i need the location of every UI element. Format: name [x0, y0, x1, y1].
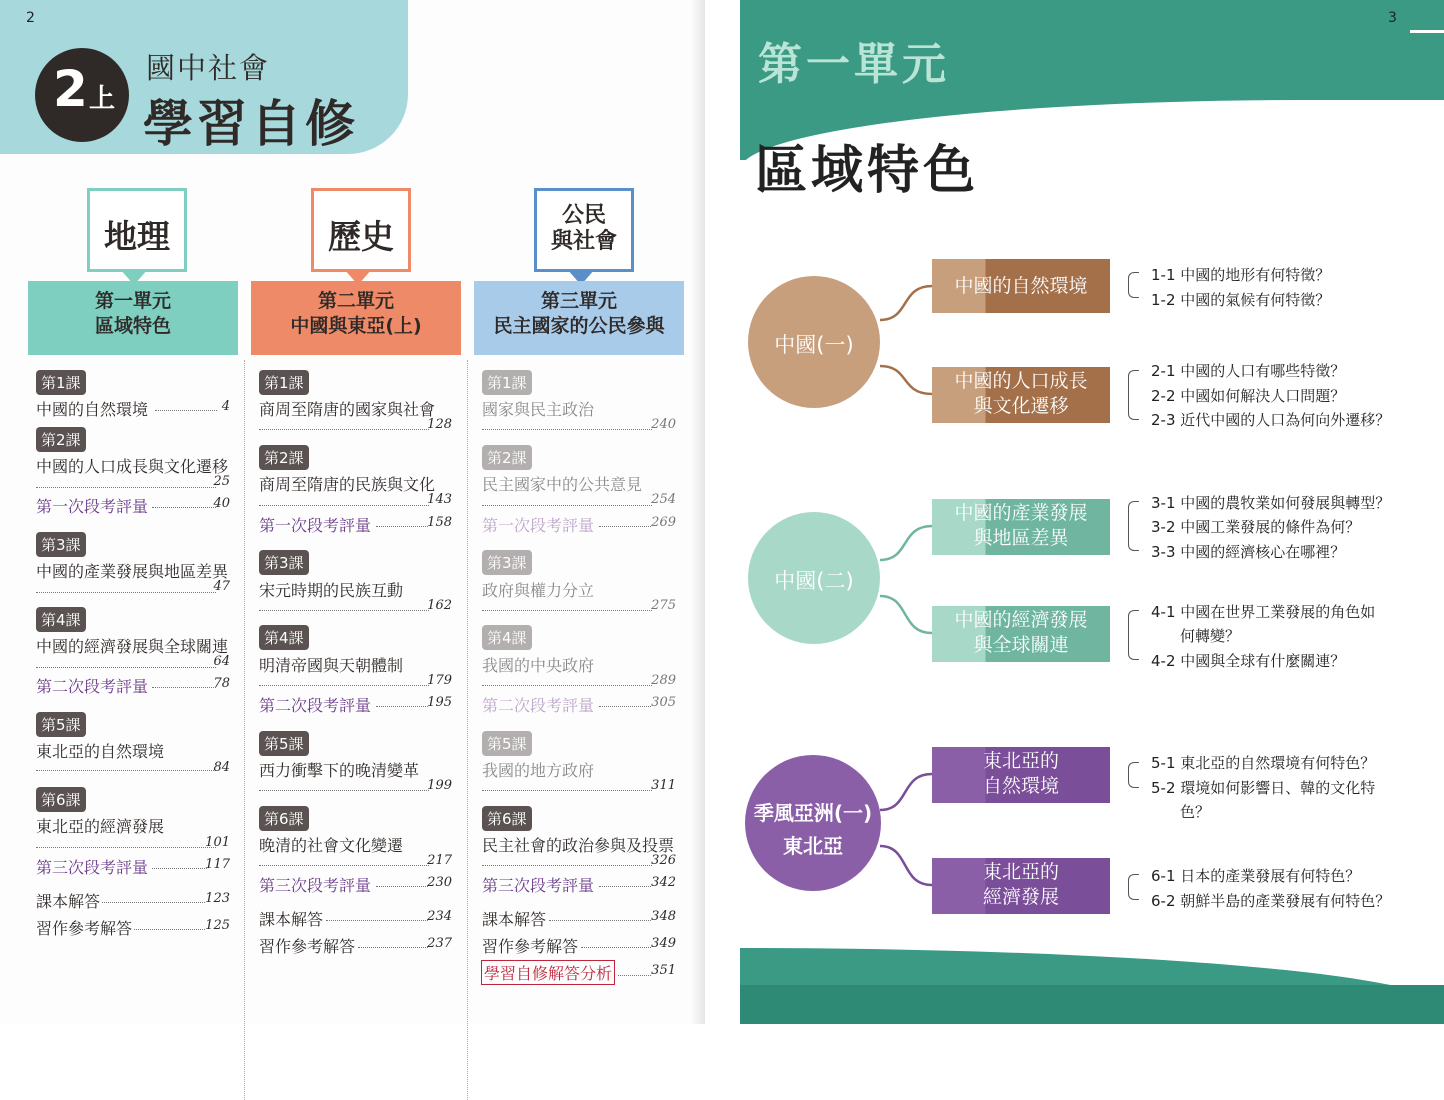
topic-label-line1: 中國的人口成長 [954, 370, 1088, 392]
page-ref: 117 [205, 857, 230, 872]
corner-tab [1410, 0, 1444, 33]
bracket [1128, 370, 1139, 420]
connector [880, 286, 932, 320]
lesson-tag: 第1課 [259, 370, 309, 395]
question: 6-1 日本的產業發展有何特色？ [1151, 867, 1361, 885]
unit-title: 區域特色 [94, 315, 171, 337]
page-ref: 4 [221, 399, 230, 414]
lesson-tag: 第5課 [36, 712, 86, 737]
topic-label-line1: 中國的經濟發展 [954, 609, 1088, 631]
leader-dots [326, 920, 428, 921]
toc-entry: 中國的經濟發展與全球關連 [36, 637, 229, 656]
exam-entry: 第三次段考評量 [482, 876, 595, 895]
connector [880, 596, 932, 633]
unit-title: 區域特色 [755, 141, 980, 201]
topic-label-line2: 與地區差異 [973, 527, 1069, 549]
exam-entry: 第一次段考評量 [36, 497, 149, 516]
lesson-tag: 第3課 [36, 532, 86, 557]
subject-label: 歷史 [328, 217, 394, 256]
page-ref: 234 [427, 909, 452, 924]
lesson-tag: 第6課 [259, 806, 309, 831]
topic-box [932, 259, 1110, 313]
question: 1-1 中國的地形有何特徵？ [1151, 266, 1331, 284]
question: 色？ [1180, 803, 1211, 821]
bracket [1128, 762, 1139, 788]
page-ref: 311 [651, 778, 676, 793]
page-ref: 47 [213, 579, 230, 594]
lesson-tag: 第6課 [482, 806, 532, 831]
page-ref: 125 [205, 918, 230, 933]
lesson-tag: 第4課 [482, 625, 532, 650]
leader-dots [152, 868, 207, 869]
unit-header-3 [474, 281, 684, 355]
page-number-right: 3 [1388, 10, 1397, 26]
bracket [1128, 272, 1139, 298]
lesson-tag: 第4課 [259, 625, 309, 650]
circle-label: 中國(二) [774, 569, 854, 593]
toc-entry: 習作參考解答 [482, 937, 579, 956]
leader-dots [581, 947, 651, 948]
question: 5-1 東北亞的自然環境有何特色？ [1151, 754, 1376, 772]
unit-header-1 [28, 281, 238, 355]
page-ref: 237 [427, 936, 452, 951]
topic-label-line2: 經濟發展 [982, 886, 1059, 908]
exam-entry: 第一次段考評量 [482, 516, 595, 535]
subject-label: 地理 [104, 217, 170, 256]
topic-label-line1: 中國的產業發展 [954, 502, 1088, 524]
lesson-tag: 第1課 [36, 370, 86, 395]
page-ref: 143 [427, 492, 452, 507]
topic-label: 中國的自然環境 [954, 275, 1088, 297]
leader-dots [482, 505, 652, 506]
topic-box [932, 499, 1110, 555]
topic-label-line1: 東北亞的 [982, 750, 1059, 772]
leader-dots [36, 592, 216, 593]
lesson-tag: 第2課 [482, 445, 532, 470]
leader-dots [36, 487, 216, 488]
topic-label-line2: 與文化遷移 [973, 395, 1069, 417]
page-ref: 240 [651, 417, 676, 432]
page-ref: 217 [427, 853, 452, 868]
leader-dots [259, 429, 429, 430]
circle-label-line1: 季風亞洲(一) [753, 801, 873, 825]
lesson-tag: 第5課 [482, 731, 532, 756]
subject-label-line1: 公民 [561, 203, 606, 228]
question: 4-2 中國與全球有什麼關連？ [1151, 652, 1346, 670]
toc-entry: 西力衝擊下的晚清變革 [259, 761, 420, 780]
question: 3-1 中國的農牧業如何發展與轉型？ [1151, 494, 1391, 512]
subject-bubble-geography [87, 188, 187, 272]
page-ref: 162 [427, 598, 452, 613]
page-ref: 230 [427, 875, 452, 890]
leader-dots [259, 685, 429, 686]
question: 2-1 中國的人口有哪些特徵？ [1151, 362, 1346, 380]
toc-entry: 課本解答 [36, 892, 101, 911]
toc-entry: 東北亞的經濟發展 [36, 817, 165, 836]
toc-entry: 政府與權力分立 [482, 581, 595, 600]
leader-dots [36, 847, 216, 848]
toc-entry: 課本解答 [482, 910, 547, 929]
leader-dots [549, 920, 651, 921]
subject-label-line2: 與社會 [550, 229, 617, 254]
page-ref: 275 [651, 598, 676, 613]
question: 1-2 中國的氣候有何特徵？ [1151, 291, 1331, 309]
exam-entry: 第二次段考評量 [482, 696, 595, 715]
toc-entry: 習作參考解答 [259, 937, 356, 956]
page-ref: 128 [427, 417, 452, 432]
page-ref: 289 [651, 673, 676, 688]
toc-entry: 中國的人口成長與文化遷移 [36, 457, 229, 476]
page-ref: 199 [427, 778, 452, 793]
toc-entry: 我國的中央政府 [482, 656, 595, 675]
column-divider [244, 360, 245, 1100]
page-ref: 101 [205, 835, 230, 850]
bracket [1128, 874, 1139, 900]
grade-half: 上 [89, 84, 116, 114]
exam-entry: 第二次段考評量 [259, 696, 372, 715]
leader-dots [482, 429, 652, 430]
lesson-tag: 第3課 [259, 550, 309, 575]
unit-number: 第一單元 [94, 290, 171, 312]
page-ref: 254 [651, 492, 676, 507]
exam-entry: 第三次段考評量 [259, 876, 372, 895]
lesson-tag: 第5課 [259, 731, 309, 756]
page-ref: 78 [213, 676, 230, 691]
topic-circle-ne-asia [745, 755, 881, 891]
leader-dots [36, 667, 216, 668]
toc-entry: 習作參考解答 [36, 919, 133, 938]
page-ref: 158 [427, 515, 452, 530]
question: 2-2 中國如何解決人口問題？ [1151, 387, 1346, 405]
topic-box [932, 606, 1110, 662]
page-ref: 64 [213, 654, 230, 669]
bracket [1128, 610, 1139, 660]
leader-dots [102, 902, 205, 903]
toc-entry: 我國的地方政府 [482, 761, 595, 780]
topic-circle-china-2 [748, 512, 880, 644]
question: 5-2 環境如何影響日、韓的文化特 [1151, 779, 1376, 797]
page-ref: 269 [651, 515, 676, 530]
topic-label-line1: 東北亞的 [982, 861, 1059, 883]
page-ref: 40 [213, 496, 230, 511]
bracket [1128, 501, 1139, 551]
page-ref: 326 [651, 853, 676, 868]
left-page [0, 0, 705, 1024]
toc-entry: 國家與民主政治 [482, 400, 595, 419]
toc-entry: 中國的產業發展與地區差異 [36, 562, 229, 581]
toc-entry: 民主國家中的公共意見 [482, 475, 643, 494]
page-ref: 349 [651, 936, 676, 951]
unit-number: 第二單元 [317, 290, 394, 312]
topic-box [932, 747, 1110, 803]
grade-badge [35, 48, 129, 142]
connector [880, 846, 932, 885]
question: 2-3 近代中國的人口為何向外遷移？ [1151, 411, 1391, 429]
unit-title: 民主國家的公民參與 [493, 315, 665, 337]
unit-title: 中國與東亞(上) [290, 315, 422, 337]
leader-dots [482, 685, 652, 686]
exam-entry: 第二次段考評量 [36, 677, 149, 696]
toc-entry: 民主社會的政治參與及投票 [482, 836, 675, 855]
subject-bubble-civics [534, 188, 634, 272]
topic-box [932, 858, 1110, 914]
leader-dots [358, 947, 428, 948]
question: 3-2 中國工業發展的條件為何？ [1151, 518, 1361, 536]
toc-entry: 商周至隋唐的民族與文化 [259, 475, 436, 494]
unit-label: 第一單元 [758, 39, 950, 90]
lesson-tag: 第1課 [482, 370, 532, 395]
circle-label: 中國(一) [774, 333, 854, 357]
series-name: 國中社會 [146, 51, 271, 85]
topic-box [932, 367, 1110, 423]
connector [880, 366, 932, 394]
toc-entry: 東北亞的自然環境 [36, 742, 165, 761]
unit-number: 第三單元 [540, 290, 617, 312]
subject-label [537, 203, 631, 255]
leader-dots [36, 770, 216, 771]
lesson-tag: 第2課 [259, 445, 309, 470]
answer-analysis-entry: 學習自修解答分析 [481, 960, 615, 985]
bottom-band-dark [740, 985, 1444, 1024]
question: 6-2 朝鮮半島的產業發展有何特色？ [1151, 892, 1391, 910]
lesson-tag: 第2課 [36, 427, 86, 452]
page-ref: 348 [651, 909, 676, 924]
exam-entry: 第一次段考評量 [259, 516, 372, 535]
topic-circle-china-1 [748, 276, 880, 408]
question: 4-1 中國在世界工業發展的角色如 [1151, 603, 1376, 621]
page-ref: 84 [213, 760, 230, 775]
toc-entry: 商周至隋唐的國家與社會 [259, 400, 436, 419]
page-ref: 179 [427, 673, 452, 688]
toc-entry: 中國的自然環境 [36, 400, 149, 419]
lesson-tag: 第6課 [36, 787, 86, 812]
question: 何轉變？ [1180, 627, 1241, 645]
page-ref: 123 [205, 891, 230, 906]
lesson-tag: 第4課 [36, 607, 86, 632]
circle-label-line2: 東北亞 [783, 834, 843, 858]
book-title: 學習自修 [143, 95, 359, 153]
page-ref: 351 [651, 963, 676, 978]
page-ref: 342 [651, 875, 676, 890]
leader-dots [482, 610, 652, 611]
column-divider [467, 360, 468, 1100]
leader-dots [482, 790, 652, 791]
toc-entry: 明清帝國與天朝體制 [259, 656, 404, 675]
connector [880, 774, 932, 810]
grade-number: 2 [53, 60, 88, 118]
topic-label-line2: 與全球關連 [973, 634, 1069, 656]
page-number-left: 2 [26, 10, 35, 26]
leader-dots [259, 790, 429, 791]
page-ref: 305 [651, 695, 676, 710]
toc-entry: 宋元時期的民族互動 [259, 581, 404, 600]
toc-entry: 晚清的社會文化變遷 [259, 836, 404, 855]
exam-entry: 第三次段考評量 [36, 858, 149, 877]
leader-dots [259, 505, 429, 506]
leader-dots [259, 610, 429, 611]
leader-dots [134, 929, 205, 930]
question: 3-3 中國的經濟核心在哪裡？ [1151, 543, 1346, 561]
unit-header-2 [251, 281, 461, 355]
page-ref: 195 [427, 695, 452, 710]
leader-dots [482, 865, 652, 866]
lesson-tag: 第3課 [482, 550, 532, 575]
leader-dots [259, 865, 429, 866]
subject-bubble-history [311, 188, 411, 272]
page-ref: 25 [213, 474, 230, 489]
topic-label-line2: 自然環境 [982, 775, 1059, 797]
connector [880, 526, 932, 560]
toc-entry: 課本解答 [259, 910, 324, 929]
